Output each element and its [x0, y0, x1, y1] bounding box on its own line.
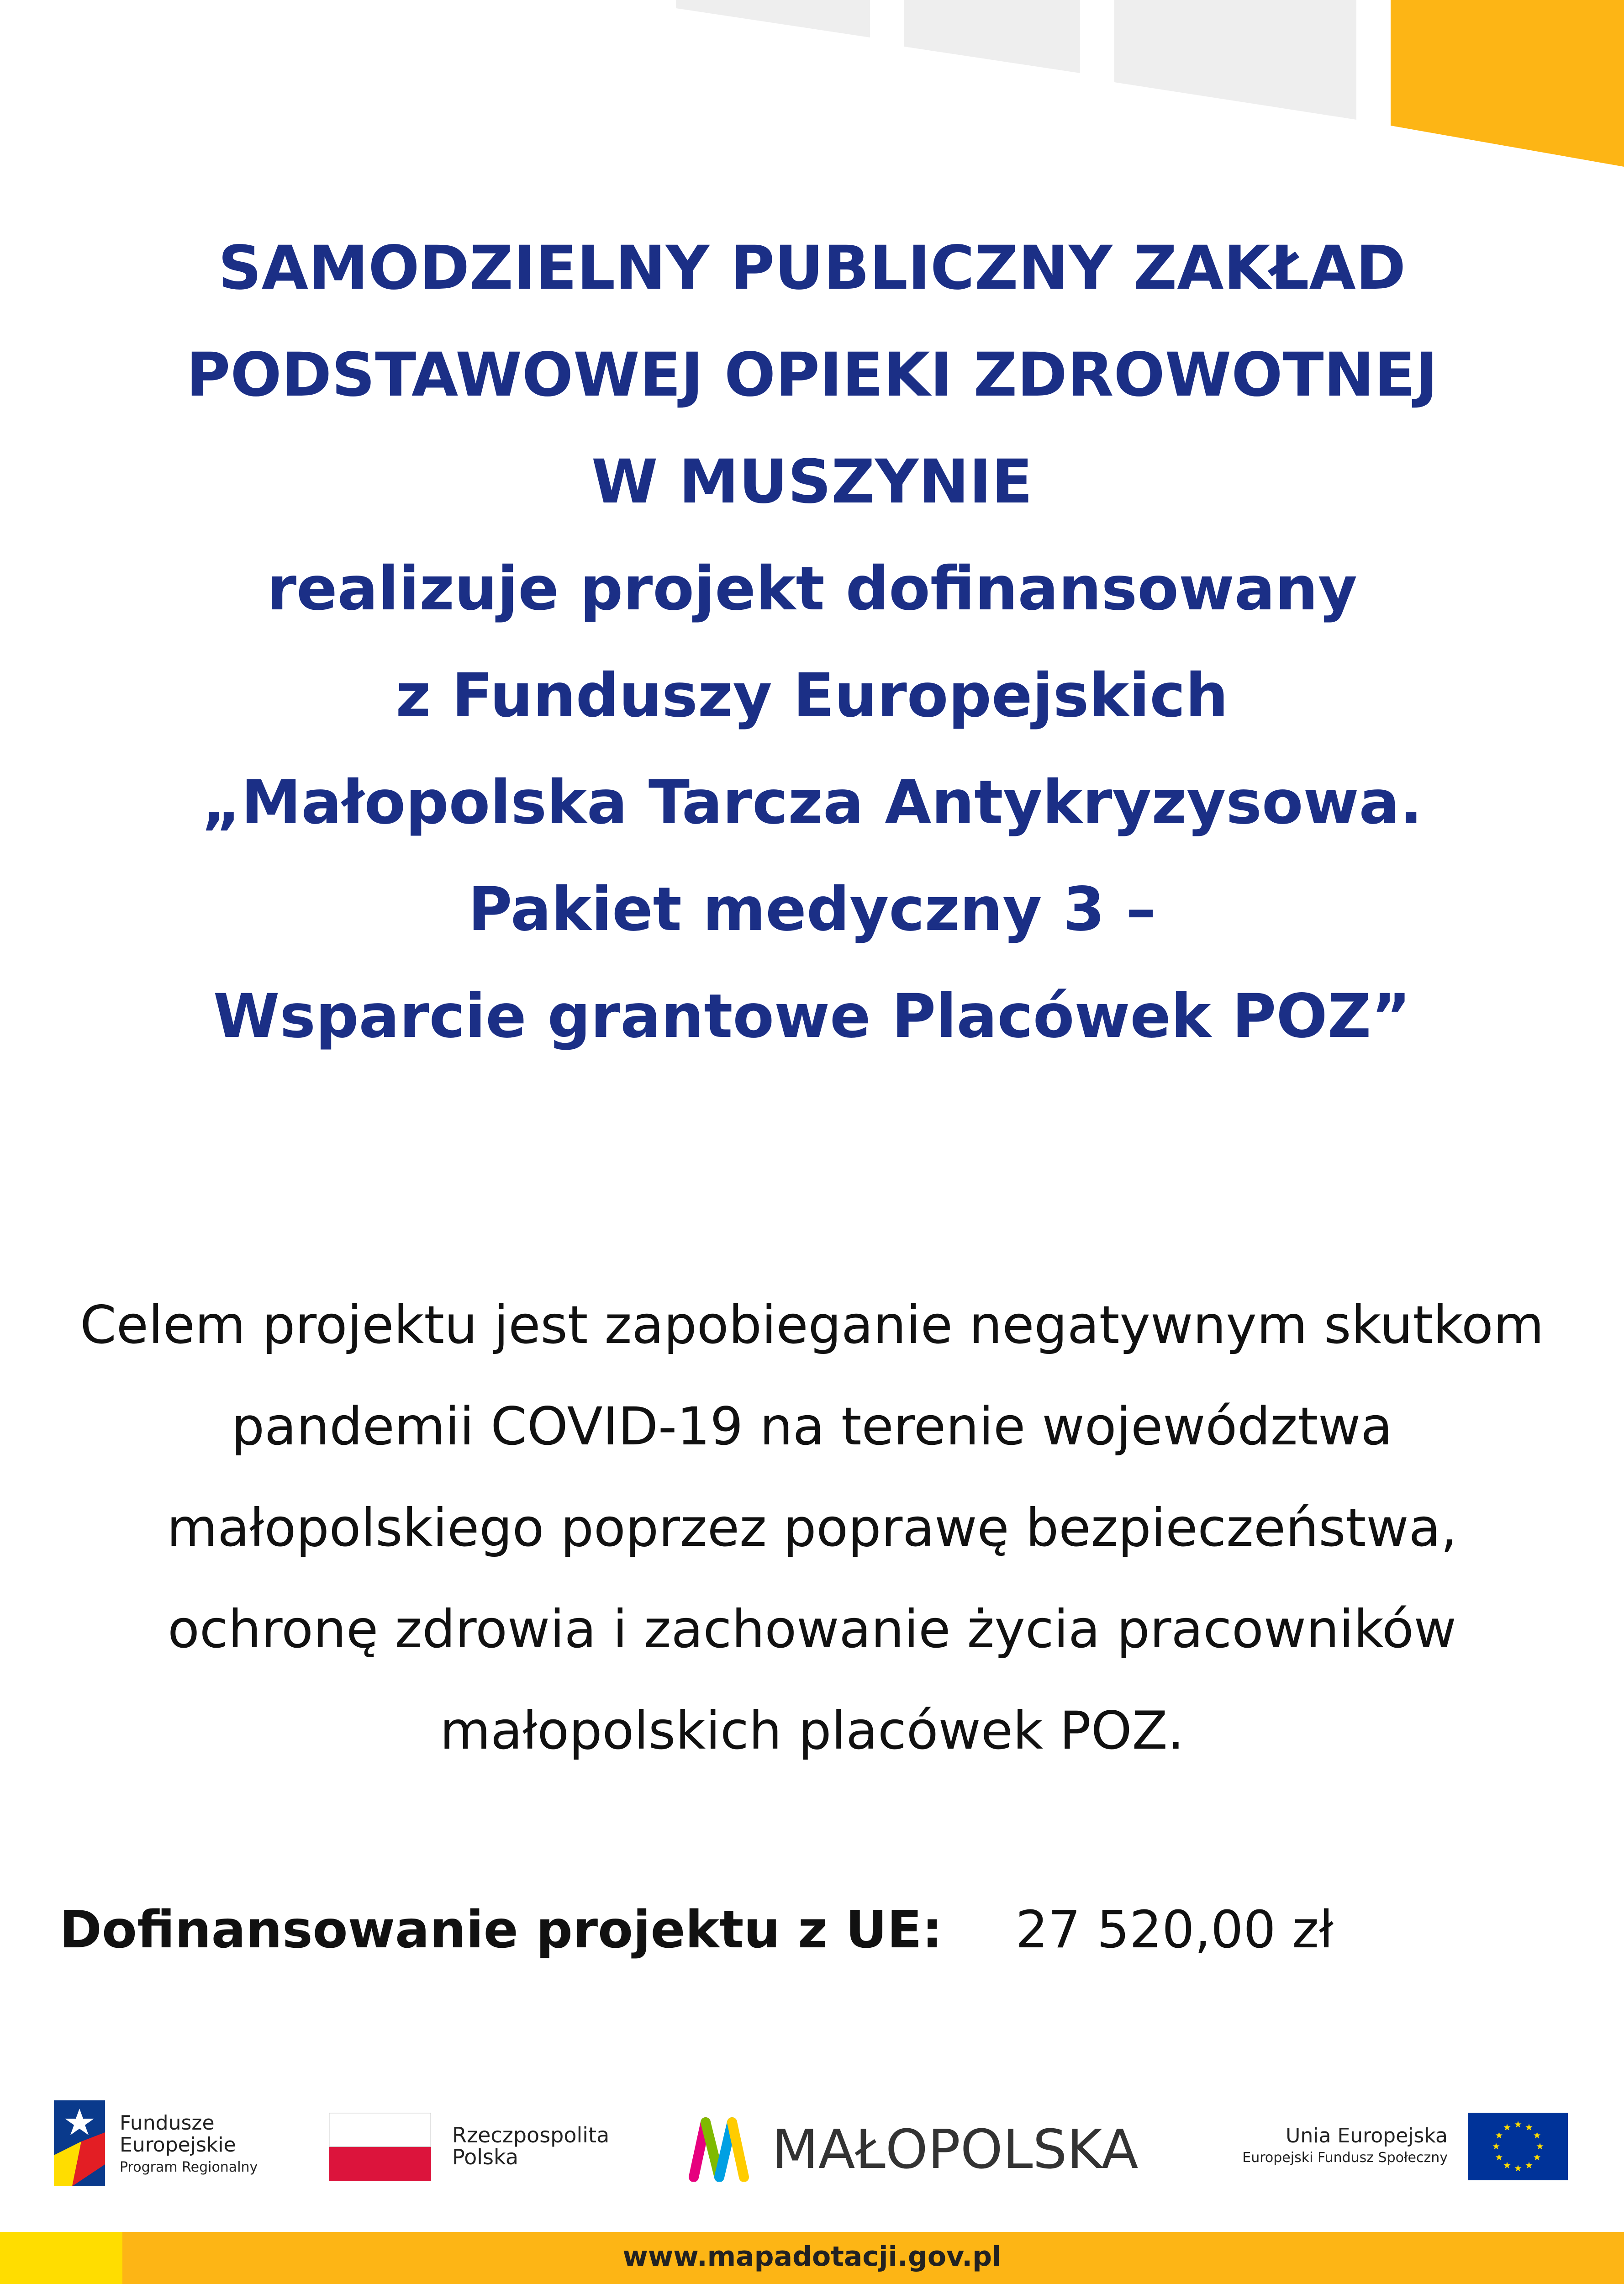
description-line-2: pandemii COVID-19 na terenie województwa [231, 1396, 1393, 1457]
fundusze-europejskie-logo-icon [54, 2100, 105, 2186]
fundusze-line-1: Fundusze [120, 2111, 215, 2135]
project-title [0, 215, 1624, 1070]
malopolska-label: MAŁOPOLSKA [772, 2118, 1139, 2181]
unia-line-1: Unia Europejska [1286, 2124, 1448, 2147]
footer-url: www.mapadotacji.gov.pl [622, 2241, 1002, 2273]
gray-panel-1 [676, 0, 870, 37]
top-decoration [0, 0, 1624, 174]
rzeczpospolita-line-1: Rzeczpospolita [452, 2123, 610, 2147]
fundusze-line-2: Europejskie [120, 2133, 236, 2157]
title-line-8: Wsparcie grantowe Placówek POZ” [213, 981, 1411, 1052]
gray-panel-3 [1114, 0, 1356, 120]
description-line-4: ochronę zdrowia i zachowanie życia pracowników [168, 1599, 1456, 1660]
polish-flag-icon [329, 2113, 431, 2181]
gray-panel-2 [904, 0, 1080, 73]
title-line-5: z Funduszy Europejskich [395, 661, 1229, 731]
description-line-1: Celem projektu jest zapobieganie negatywnym skutkom [80, 1295, 1544, 1355]
title-line-7: Pakiet medyczny 3 – [468, 874, 1156, 945]
rzeczpospolita-line-2: Polska [452, 2145, 519, 2169]
fundusze-label [120, 2112, 258, 2179]
title-line-2: PODSTAWOWEJ OPIEKI ZDROWOTNEJ [186, 340, 1438, 410]
unia-label [1233, 2124, 1448, 2168]
description-line-5: małopolskich placówek POZ. [440, 1700, 1184, 1761]
title-line-3: W MUSZYNIE [591, 447, 1033, 517]
yellow-panel [1391, 0, 1624, 167]
title-line-4: realizuje projekt dofinansowany [267, 554, 1357, 624]
malopolska-logo-icon [687, 2113, 751, 2182]
funding-label: Dofinansowanie projektu z UE: [59, 1900, 943, 1960]
title-line-1: SAMODZIELNY PUBLICZNY ZAKŁAD [218, 233, 1406, 303]
description-line-3: małopolskiego poprzez poprawę bezpieczeństwa, [167, 1497, 1457, 1558]
unia-line-2: Europejski Fundusz Społeczny [1242, 2150, 1448, 2166]
funding-value: 27 520,00 zł [1015, 1900, 1334, 1960]
eu-flag-icon [1468, 2113, 1568, 2180]
funding-row [59, 1900, 1334, 1960]
rzeczpospolita-label [452, 2124, 609, 2168]
fundusze-line-3: Program Regionalny [120, 2159, 258, 2175]
title-line-6: „Małopolska Tarcza Antykryzysowa. [201, 767, 1423, 838]
project-description [0, 1274, 1624, 1782]
